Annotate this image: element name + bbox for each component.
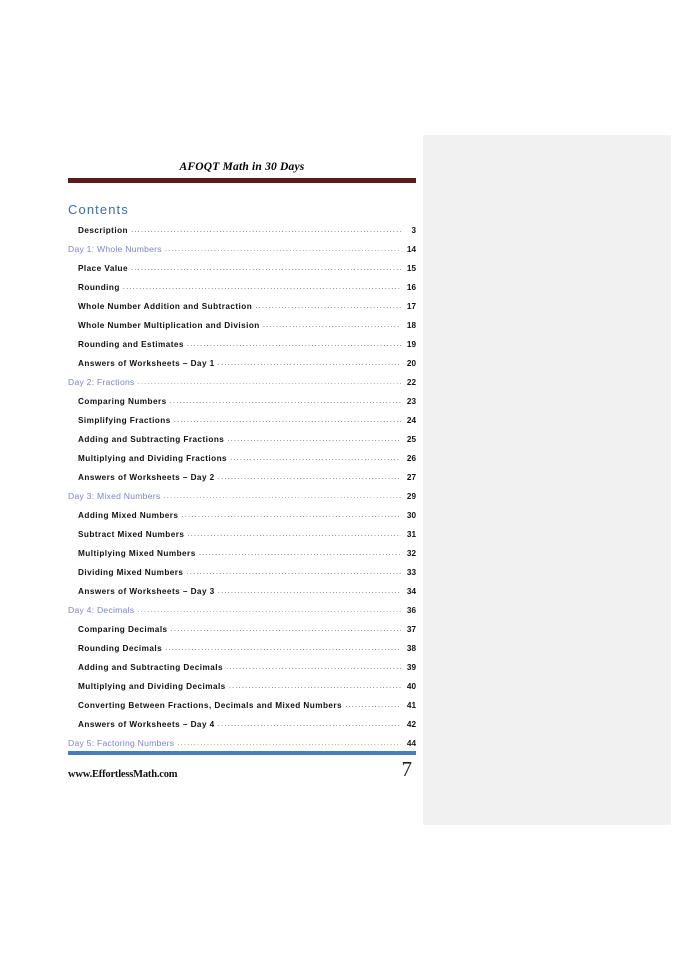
toc-entry-label: Day 4: Decimals	[68, 605, 135, 615]
toc-dot-leader	[227, 433, 401, 442]
header-rule	[68, 178, 416, 183]
contents-heading: Contents	[68, 202, 129, 217]
toc-entry-label: Multiplying Mixed Numbers	[78, 549, 196, 558]
toc-entry-label: Dividing Mixed Numbers	[78, 568, 184, 577]
toc-entry-page-number: 24	[406, 416, 416, 425]
toc-entry-page-number: 25	[406, 435, 416, 444]
toc-entry[interactable]	[68, 680, 416, 699]
toc-dot-leader	[187, 338, 401, 347]
header-title: AFOQT Math in 30 Days	[179, 161, 305, 173]
toc-dot-leader	[218, 718, 401, 727]
footer-rule	[68, 751, 416, 755]
toc-entry[interactable]	[68, 642, 416, 661]
toc-dot-leader	[137, 604, 401, 613]
toc-entry-page-number: 34	[406, 587, 416, 596]
toc-dot-leader	[263, 319, 401, 328]
toc-entry-label: Day 2: Fractions	[68, 377, 135, 387]
toc-entry-label: Simplifying Fractions	[78, 416, 171, 425]
toc-entry-page-number: 31	[406, 530, 416, 539]
toc-entry-page-number: 32	[406, 549, 416, 558]
toc-entry-label: Answers of Worksheets – Day 1	[78, 359, 215, 368]
toc-dot-leader	[131, 262, 401, 271]
table-of-contents	[68, 224, 416, 756]
page-content	[68, 160, 416, 756]
right-grey-panel	[423, 135, 671, 825]
toc-entry[interactable]	[68, 547, 416, 566]
toc-dot-leader	[186, 566, 401, 575]
document-footer	[68, 751, 416, 780]
toc-dot-leader	[345, 699, 401, 708]
toc-entry-label: Multiplying and Dividing Fractions	[78, 454, 228, 463]
toc-entry-label: Day 3: Mixed Numbers	[68, 491, 161, 501]
toc-entry-page-number: 17	[406, 302, 416, 311]
toc-dot-leader	[230, 452, 401, 461]
document-header	[68, 160, 416, 183]
toc-entry-page-number: 15	[406, 264, 416, 273]
toc-entry-page-number: 19	[406, 340, 416, 349]
toc-entry-label: Adding and Subtracting Fractions	[78, 435, 225, 444]
toc-entry-page-number: 36	[406, 606, 416, 615]
toc-dot-leader	[163, 490, 401, 499]
toc-entry-label: Answers of Worksheets – Day 2	[78, 473, 215, 482]
toc-dot-leader	[187, 528, 401, 537]
toc-entry-page-number: 3	[411, 226, 416, 235]
toc-entry[interactable]	[68, 319, 416, 338]
toc-entry[interactable]	[68, 490, 416, 509]
toc-dot-leader	[165, 642, 401, 651]
toc-entry-label: Comparing Numbers	[78, 397, 167, 406]
footer-rule-left-segment	[68, 751, 388, 755]
toc-entry-label: Rounding Decimals	[78, 644, 163, 653]
toc-entry-page-number: 39	[406, 663, 416, 672]
toc-entry[interactable]	[68, 623, 416, 642]
toc-entry-page-number: 22	[406, 378, 416, 387]
toc-entry-label: Day 1: Whole Numbers	[68, 244, 162, 254]
toc-entry[interactable]	[68, 243, 416, 262]
toc-entry[interactable]	[68, 433, 416, 452]
toc-entry[interactable]	[68, 471, 416, 490]
toc-entry-page-number: 40	[406, 682, 416, 691]
toc-entry-page-number: 23	[406, 397, 416, 406]
footer-website[interactable]: www.EffortlessMath.com	[68, 769, 178, 780]
toc-entry-page-number: 27	[406, 473, 416, 482]
toc-entry-page-number: 38	[406, 644, 416, 653]
toc-entry[interactable]	[68, 281, 416, 300]
toc-entry-label: Rounding	[78, 283, 120, 292]
toc-entry-page-number: 20	[406, 359, 416, 368]
toc-dot-leader	[218, 585, 401, 594]
toc-entry-page-number: 26	[406, 454, 416, 463]
toc-dot-leader	[199, 547, 401, 556]
toc-entry[interactable]	[68, 452, 416, 471]
toc-entry-label: Comparing Decimals	[78, 625, 168, 634]
toc-entry[interactable]	[68, 357, 416, 376]
toc-dot-leader	[131, 224, 401, 233]
toc-entry[interactable]	[68, 376, 416, 395]
toc-entry-label: Whole Number Multiplication and Division	[78, 321, 260, 330]
toc-entry-label: Description	[78, 226, 128, 235]
toc-entry[interactable]	[68, 300, 416, 319]
toc-entry[interactable]	[68, 395, 416, 414]
toc-dot-leader	[181, 509, 401, 518]
toc-entry[interactable]	[68, 262, 416, 281]
toc-entry[interactable]	[68, 509, 416, 528]
footer-row	[68, 759, 416, 780]
toc-dot-leader	[177, 737, 401, 746]
toc-entry[interactable]	[68, 338, 416, 357]
toc-entry-label: Multiplying and Dividing Decimals	[78, 682, 226, 691]
toc-entry-page-number: 41	[406, 701, 416, 710]
toc-entry-label: Subtract Mixed Numbers	[78, 530, 185, 539]
toc-dot-leader	[229, 680, 401, 689]
toc-entry[interactable]	[68, 566, 416, 585]
toc-entry-page-number: 37	[406, 625, 416, 634]
toc-entry-label: Answers of Worksheets – Day 3	[78, 587, 215, 596]
toc-entry-page-number: 29	[406, 492, 416, 501]
toc-entry-label: Adding Mixed Numbers	[78, 511, 179, 520]
toc-entry-page-number: 30	[406, 511, 416, 520]
toc-entry[interactable]	[68, 718, 416, 737]
toc-entry[interactable]	[68, 224, 416, 243]
toc-entry-label: Adding and Subtracting Decimals	[78, 663, 223, 672]
toc-dot-leader	[123, 281, 401, 290]
toc-entry-label: Answers of Worksheets – Day 4	[78, 720, 215, 729]
toc-dot-leader	[218, 357, 401, 366]
toc-entry-label: Converting Between Fractions, Decimals and Mixed Numbers	[78, 701, 343, 710]
toc-entry-page-number: 18	[406, 321, 416, 330]
toc-entry[interactable]	[68, 604, 416, 623]
toc-entry[interactable]	[68, 414, 416, 433]
toc-entry-page-number: 33	[406, 568, 416, 577]
toc-entry-page-number: 44	[406, 739, 416, 748]
toc-dot-leader	[171, 623, 401, 632]
toc-entry[interactable]	[68, 528, 416, 547]
toc-dot-leader	[138, 376, 401, 385]
toc-dot-leader	[170, 395, 401, 404]
toc-dot-leader	[226, 661, 401, 670]
toc-entry[interactable]	[68, 699, 416, 718]
toc-dot-leader	[165, 243, 401, 252]
toc-entry-label: Place Value	[78, 264, 129, 273]
toc-entry-label: Day 5: Factoring Numbers	[68, 738, 175, 748]
footer-page-number: 7	[401, 757, 412, 781]
toc-entry-label: Rounding and Estimates	[78, 340, 184, 349]
toc-entry[interactable]	[68, 661, 416, 680]
toc-dot-leader	[174, 414, 401, 423]
toc-dot-leader	[218, 471, 401, 480]
toc-entry-page-number: 14	[406, 245, 416, 254]
toc-entry-page-number: 16	[406, 283, 416, 292]
toc-entry-page-number: 42	[406, 720, 416, 729]
toc-dot-leader	[255, 300, 401, 309]
toc-entry[interactable]	[68, 585, 416, 604]
toc-entry-label: Whole Number Addition and Subtraction	[78, 302, 253, 311]
